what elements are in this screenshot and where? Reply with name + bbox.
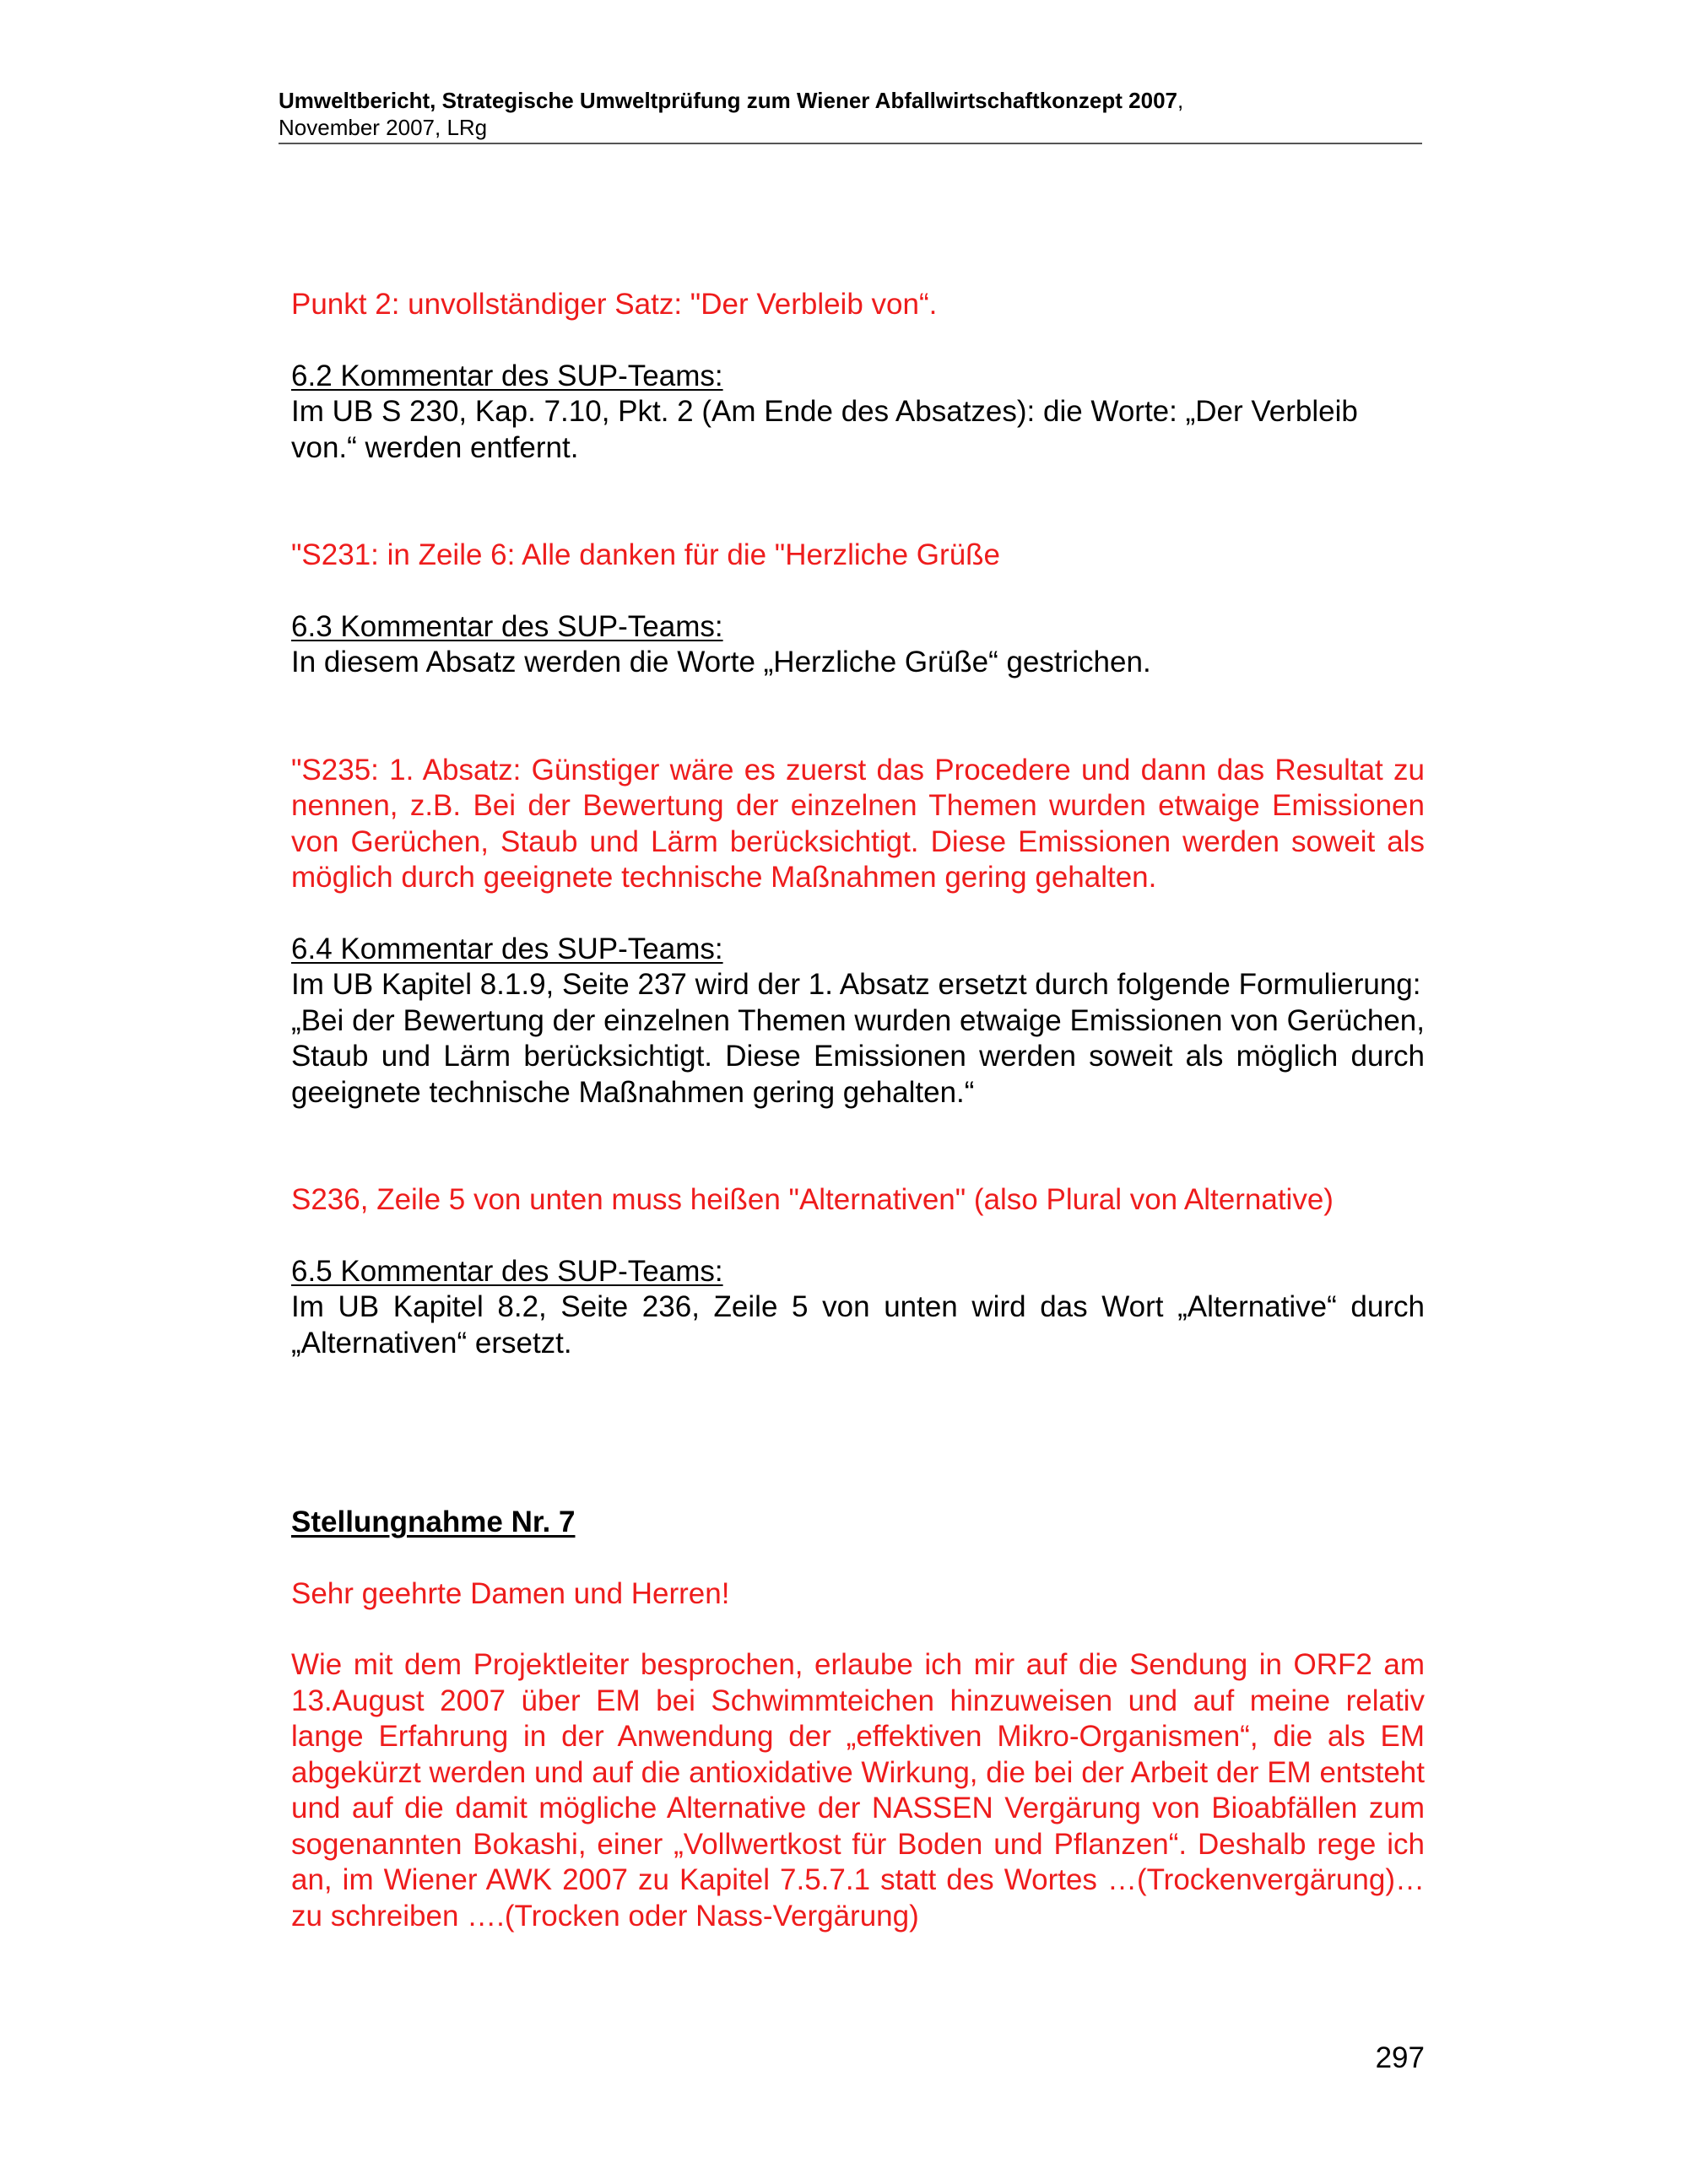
comment-quote: „Bei der Bewertung der einzelnen Themen wurden etwaige Emissionen von Gerüchen, Staub und Lärm berücksichtigt. Diese Emissionen werden soweit als möglich durch geeignete technische Maßnahmen gering gehalten.“ <box>291 1003 1425 1109</box>
page-header <box>279 87 1422 144</box>
request-text: "S235: 1. Absatz: Günstiger wäre es zuerst das Procedere und dann das Resultat zu nennen, z.B. Bei der Bewertung der einzelnen Themen wurden etwaige Emissionen von Gerüchen, Staub und Lärm berücksichtigt. Diese Emissionen werden soweit als möglich durch geeignete technische Maßnahmen gering gehalten. <box>291 753 1425 894</box>
comment-heading: 6.2 Kommentar des SUP-Teams: <box>291 359 723 392</box>
request-text: Punkt 2: unvollständiger Satz: "Der Verbleib von“. <box>291 288 938 321</box>
statement-heading: Stellungnahme Nr. 7 <box>291 1506 576 1538</box>
comment-text: Im UB Kapitel 8.1.9, Seite 237 wird der 1. Absatz ersetzt durch folgende Formulierung: <box>291 968 1421 1001</box>
request-text: "S231: in Zeile 6: Alle danken für die "Herzliche Grüße <box>291 538 1000 571</box>
header-title: Umweltbericht, Strategische Umweltprüfung zum Wiener Abfallwirtschaftkonzept 2007 <box>279 88 1177 113</box>
comment-text: Im UB Kapitel 8.2, Seite 236, Zeile 5 von unten wird das Wort „Alternative“ durch „Alternativen“ ersetzt. <box>291 1290 1425 1360</box>
statement-body: Wie mit dem Projektleiter besprochen, erlaube ich mir auf die Sendung in ORF2 am 13.August 2007 über EM bei Schwimmteichen hinzuweisen und auf meine relativ lange Erfahrung in der Anwendung der „effektiven Mikro-Organismen“, die als EM abgekürzt werden und auf die antioxidative Wirkung, die bei der Arbeit der EM entsteht und auf die damit mögliche Alternative der NASSEN Vergärung von Bioabfällen zum sogenannten Bokashi, einer „Vollwertkost für Boden und Pflanzen“. Deshalb rege ich an, im Wiener AWK 2007 zu Kapitel 7.5.7.1 statt des Wortes …(Trockenvergärung)… zu schreiben ….(Trocken oder Nass-Vergärung) <box>291 1648 1425 1933</box>
page-content <box>291 287 1425 1934</box>
comment-heading: 6.3 Kommentar des SUP-Teams: <box>291 609 723 643</box>
header-title-suffix: , <box>1177 88 1184 113</box>
comment-text: In diesem Absatz werden die Worte „Herzliche Grüße“ gestrichen. <box>291 646 1151 678</box>
statement-greeting: Sehr geehrte Damen und Herren! <box>291 1576 730 1610</box>
page-number: 297 <box>1375 2041 1425 2074</box>
header-subtitle: November 2007, LRg <box>279 115 488 140</box>
request-text: S236, Zeile 5 von unten muss heißen "Alternativen" (also Plural von Alternative) <box>291 1183 1334 1216</box>
comment-heading: 6.5 Kommentar des SUP-Teams: <box>291 1254 723 1288</box>
comment-heading: 6.4 Kommentar des SUP-Teams: <box>291 932 723 965</box>
comment-text: Im UB S 230, Kap. 7.10, Pkt. 2 (Am Ende des Absatzes): die Worte: „Der Verbleib von.“ werden entfernt. <box>291 395 1358 464</box>
